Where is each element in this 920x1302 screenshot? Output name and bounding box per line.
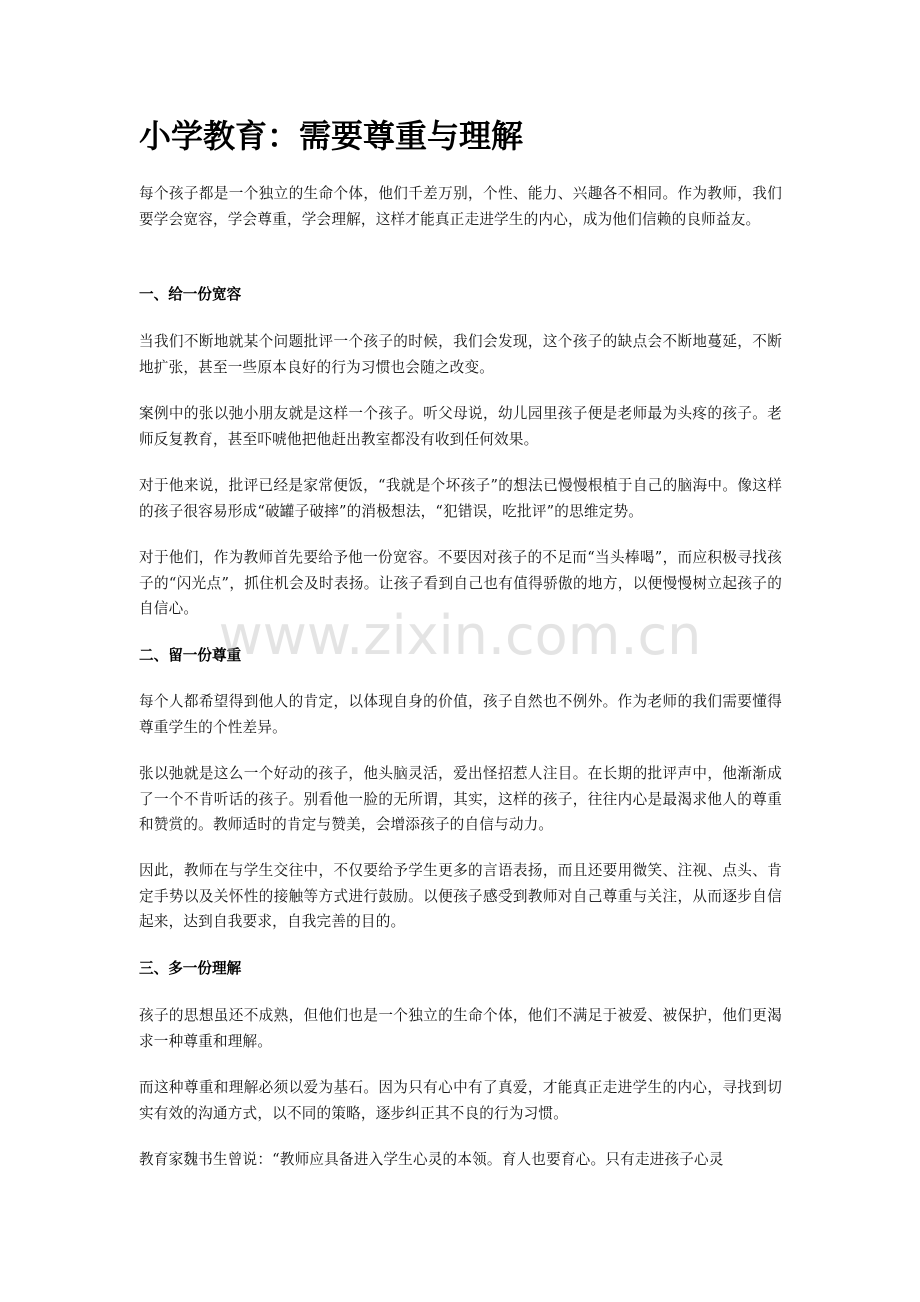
section-heading-2: 二、留一份尊重: [139, 647, 242, 664]
section-2-paragraph-1: 每个人都希望得到他人的肯定，以体现自身的价值，孩子自然也不例外。作为老师的我们需要懂得尊重学生的个性差异。: [139, 693, 782, 736]
section-1-paragraph-1: 当我们不断地就某个问题批评一个孩子的时候，我们会发现，这个孩子的缺点会不断地蔓延，不断地扩张，甚至一些原本良好的行为习惯也会随之改变。: [139, 333, 782, 376]
section-1-paragraph-2: 案例中的张以弛小朋友就是这样一个孩子。听父母说，幼儿园里孩子便是老师最为头疼的孩子。老师反复教育，甚至吓唬他把他赶出教室都没有收到任何效果。: [139, 405, 782, 448]
section-2-paragraph-3: 因此，教师在与学生交往中，不仅要给予学生更多的言语表扬，而且还要用微笑、注视、点头、肯定手势以及关怀性的接触等方式进行鼓励。以便孩子感受到教师对自己尊重与关注，从而逐步自信起来，达到自我要求，自我完善的目的。: [139, 862, 782, 930]
section-3-paragraph-2: 而这种尊重和理解必须以爱为基石。因为只有心中有了真爱，才能真正走进学生的内心，寻找到切实有效的沟通方式，以不同的策略，逐步纠正其不良的行为习惯。: [139, 1079, 782, 1122]
section-3-paragraph-3: 教育家魏书生曾说：“教师应具备进入学生心灵的本领。育人也要育心。只有走进孩子心灵: [139, 1151, 724, 1168]
document-title: 小学教育：需要尊重与理解: [139, 117, 524, 155]
section-3-paragraph-1: 孩子的思想虽还不成熟，但他们也是一个独立的生命个体，他们不满足于被爱、被保护，他们更渴求一种尊重和理解。: [139, 1007, 782, 1050]
section-1-paragraph-3: 对于他来说，批评已经是家常便饭，“我就是个坏孩子”的想法已慢慢根植于自己的脑海中。像这样的孩子很容易形成“破罐子破摔”的消极想法，“犯错误，吃批评”的思维定势。: [139, 477, 782, 520]
section-1-paragraph-4: 对于他们，作为教师首先要给予他一份宽容。不要因对孩子的不足而“当头棒喝”，而应积极寻找孩子的“闪光点”，抓住机会及时表扬。让孩子看到自己也有值得骄傲的地方，以便慢慢树立起孩子的自信心。: [139, 549, 782, 617]
watermark: www.zixin.com.cn: [218, 604, 702, 667]
intro-paragraph: 每个孩子都是一个独立的生命个体，他们千差万别，个性、能力、兴趣各不相同。作为教师，我们要学会宽容，学会尊重，学会理解，这样才能真正走进学生的内心，成为他们信赖的良师益友。: [139, 185, 782, 228]
section-heading-3: 三、多一份理解: [139, 960, 242, 977]
section-2-paragraph-2: 张以弛就是这么一个好动的孩子，他头脑灵活，爱出怪招惹人注目。在长期的批评声中，他渐渐成了一个不肯听话的孩子。别看他一脸的无所谓，其实，这样的孩子，往往内心是最渴求他人的尊重和赞赏的。教师适时的肯定与赞美，会增添孩子的自信与动力。: [139, 765, 782, 833]
section-heading-1: 一、给一份宽容: [139, 286, 242, 303]
